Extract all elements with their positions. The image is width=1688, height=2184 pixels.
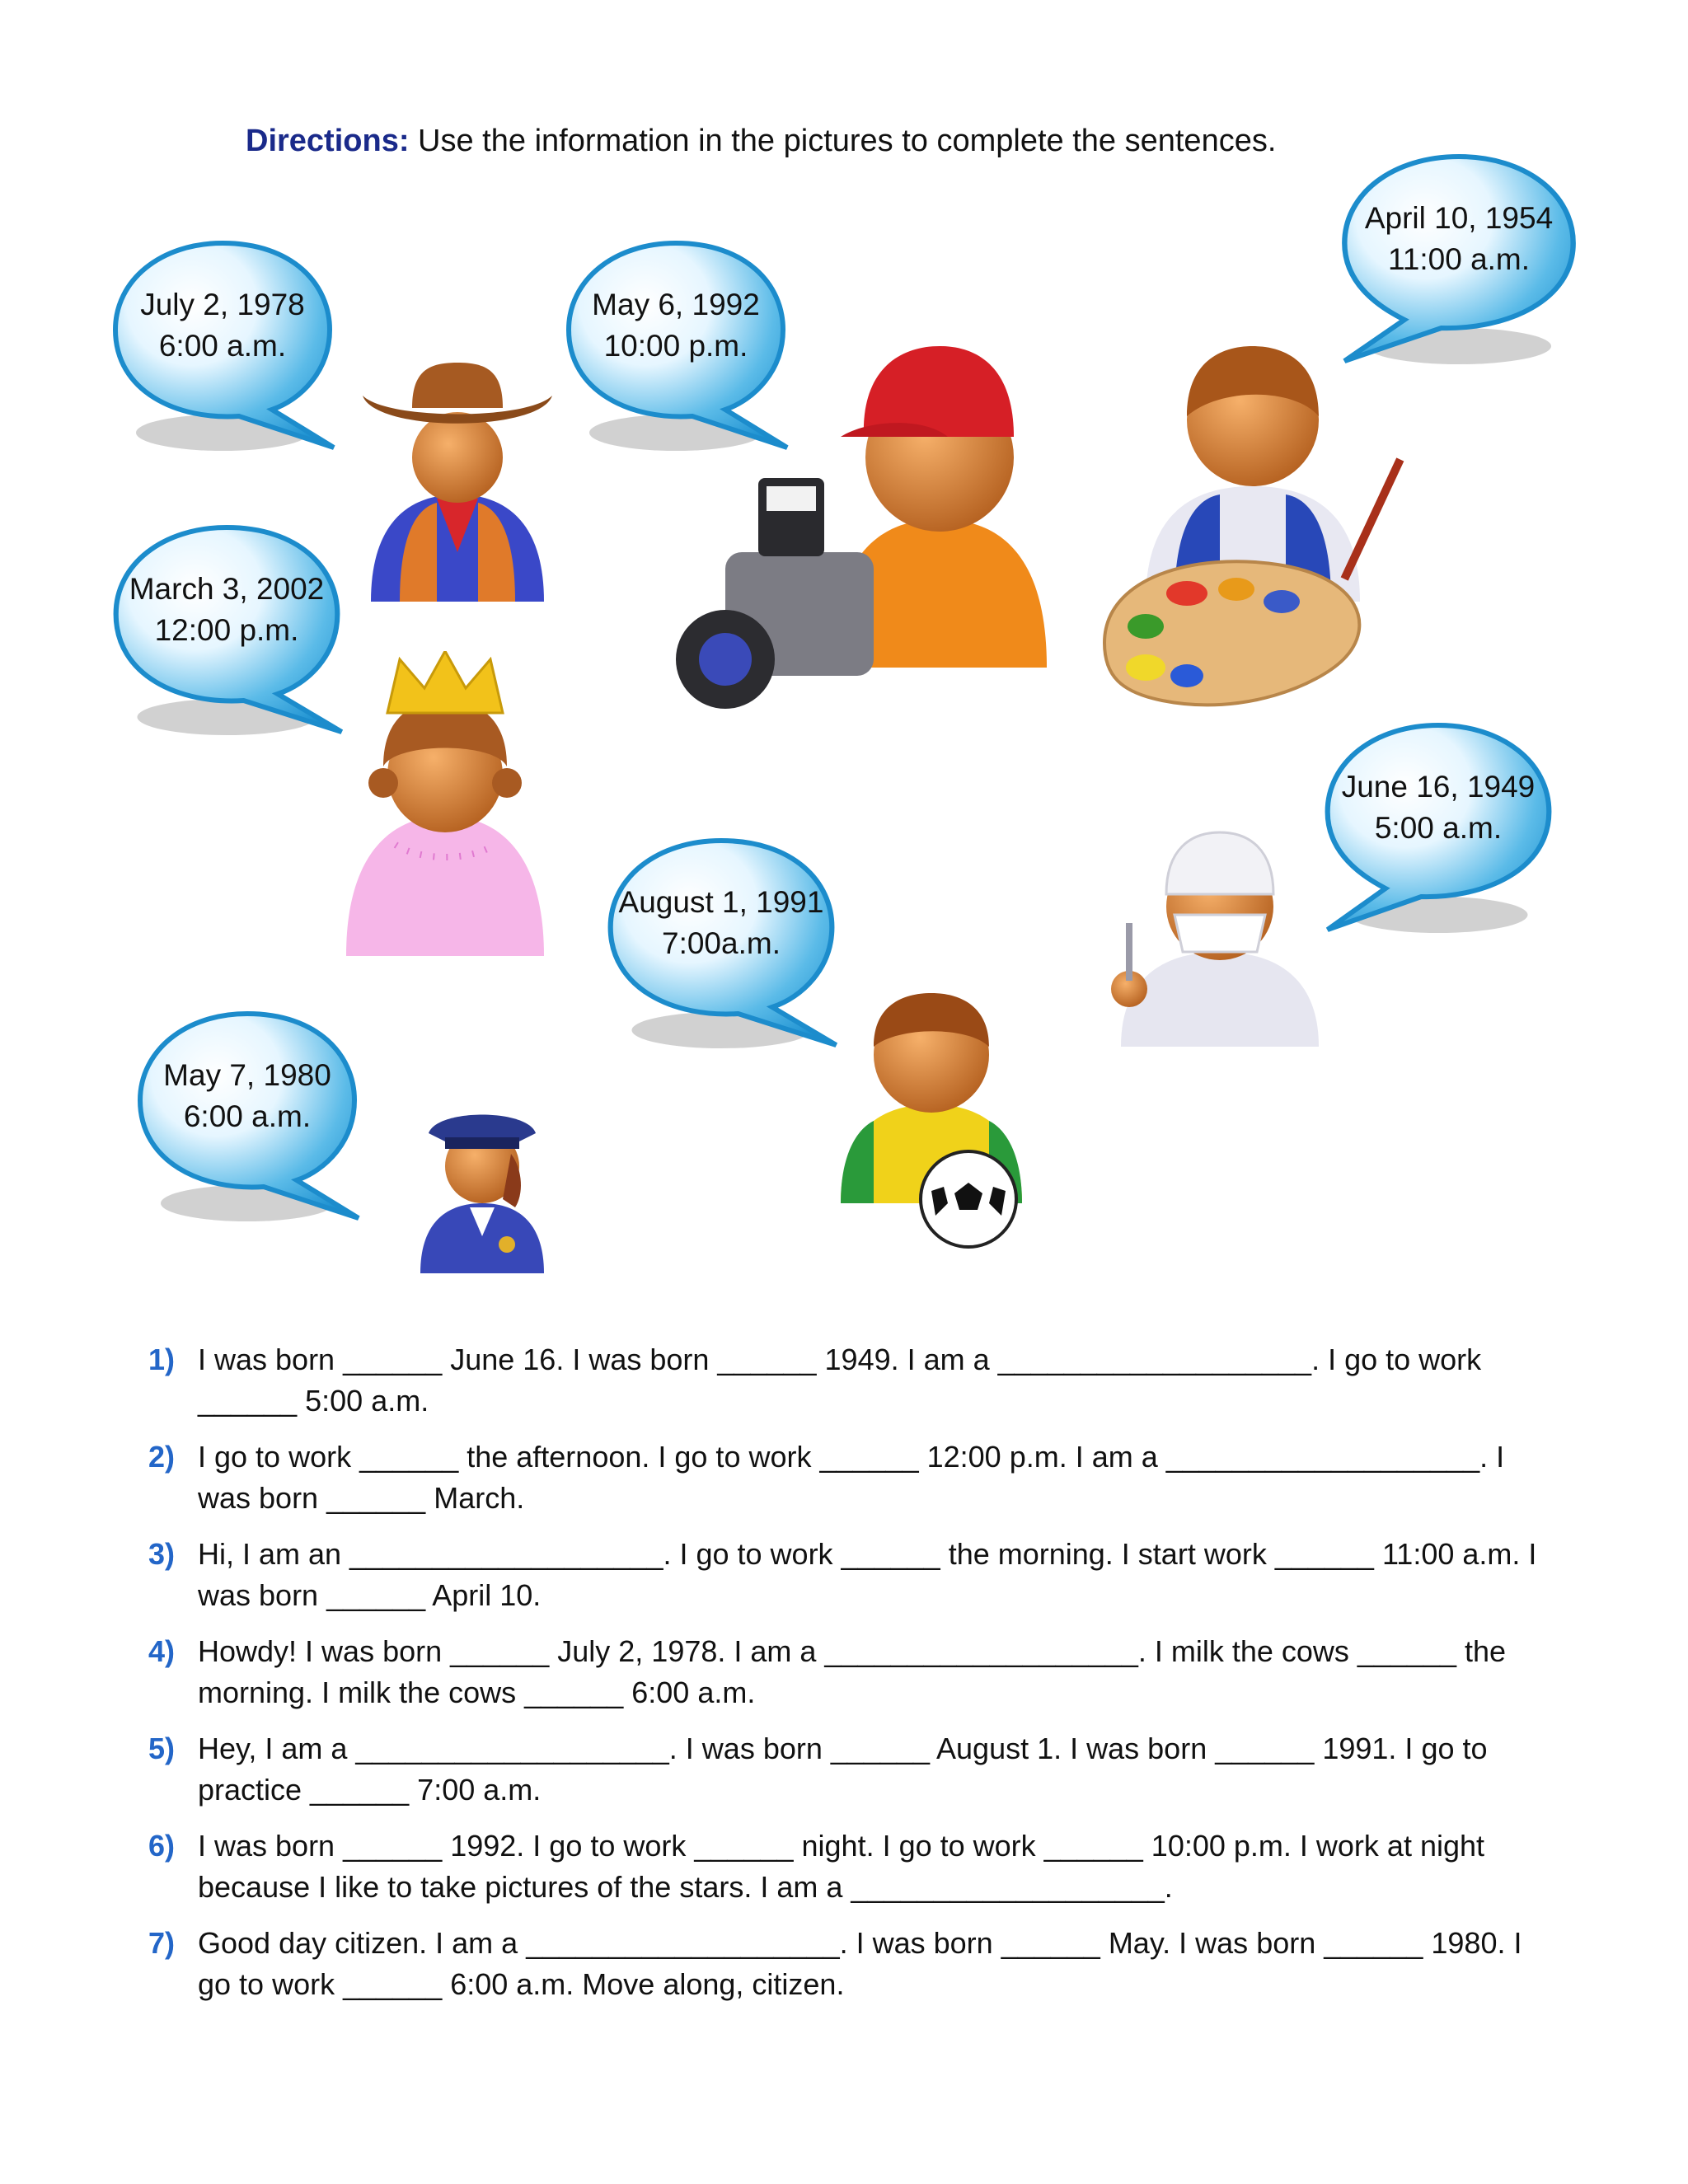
question-number: 3) (148, 1537, 176, 1571)
speech-bubble (99, 511, 354, 758)
bubble-date: April 10, 1954 (1364, 201, 1554, 235)
question-number: 2) (148, 1440, 176, 1474)
question-text: Good day citizen. I am a ___________________. I was born ______ May. I was born ______ 1980. I go to work ______ 6:00 a.m. Move along, citizen. (198, 1926, 1522, 2001)
bubble-time: 6:00 a.m. (183, 1099, 312, 1133)
question-text: I was born ______ June 16. I was born ______ 1949. I am a ___________________. I go to work ______ 5:00 a.m. (198, 1343, 1482, 1418)
bubble-time: 10:00 p.m. (603, 329, 748, 363)
bubble-date: May 7, 1980 (163, 1058, 331, 1092)
bubble-time: 6:00 a.m. (158, 329, 287, 363)
bubble-time: 5:00 a.m. (1374, 811, 1503, 845)
painter-figure (1096, 330, 1442, 717)
speech-bubble (593, 824, 849, 1071)
bubble-time: 11:00 a.m. (1387, 242, 1531, 276)
speech-bubble (1311, 709, 1566, 956)
directions (246, 124, 1276, 159)
princess-figure (338, 651, 552, 964)
question-item (148, 1728, 1550, 1811)
bubble-date: June 16, 1949 (1341, 770, 1536, 804)
police-officer-icon (412, 1096, 552, 1277)
question-number: 5) (148, 1732, 176, 1765)
painter-icon (1096, 330, 1442, 717)
question-text: I go to work ______ the afternoon. I go to work ______ 12:00 p.m. I am a ___________________. I was born ______ March. (198, 1440, 1505, 1515)
question-text: Hey, I am a ___________________. I was born ______ August 1. I was born ______ 1991. I go to practice ______ 7:00 a.m. (198, 1732, 1488, 1807)
question-text: Howdy! I was born ______ July 2, 1978. I am a ___________________. I milk the cows ______ the morning. I milk the cows ______ 6:00 a.m. (198, 1634, 1507, 1709)
directions-lead: Directions: (246, 124, 410, 158)
bubble-time: 7:00a.m. (662, 926, 781, 960)
directions-text: Use the information in the pictures to complete the sentences. (418, 124, 1277, 158)
speech-bubble (124, 997, 371, 1244)
question-list (148, 1339, 1550, 2020)
cowboy-figure (354, 354, 560, 610)
bubble-date: May 6, 1992 (592, 288, 760, 321)
speech-bubble (99, 227, 346, 474)
question-number: 6) (148, 1829, 176, 1863)
question-item (148, 1436, 1550, 1519)
soccer-player-figure (824, 981, 1039, 1253)
question-item (148, 1825, 1550, 1908)
question-number: 7) (148, 1926, 176, 1960)
soccer-player-icon (824, 981, 1039, 1253)
bubble-date: March 3, 2002 (129, 572, 325, 606)
question-item (148, 1923, 1550, 2005)
question-number: 4) (148, 1634, 176, 1668)
police-officer-figure (412, 1096, 552, 1277)
princess-icon (338, 651, 552, 964)
surgeon-figure (1096, 824, 1327, 1055)
question-item (148, 1534, 1550, 1616)
bubble-date: July 2, 1978 (140, 288, 305, 321)
bubble-date: August 1, 1991 (618, 885, 824, 919)
photographer-figure (676, 321, 1055, 725)
photographer-icon (676, 321, 1055, 725)
question-number: 1) (148, 1343, 176, 1376)
question-text: I was born ______ 1992. I go to work ______ night. I go to work ______ 10:00 p.m. I work at night because I like to take pictures of the stars. I am a ___________________. (198, 1829, 1485, 1904)
bubble-time: 12:00 p.m. (154, 613, 299, 647)
surgeon-icon (1096, 824, 1327, 1055)
question-item (148, 1631, 1550, 1713)
question-text: Hi, I am an ___________________. I go to work ______ the morning. I start work ______ 11:00 a.m. I was born ______ April 10. (198, 1537, 1537, 1612)
cowboy-icon (354, 354, 560, 610)
question-item (148, 1339, 1550, 1422)
